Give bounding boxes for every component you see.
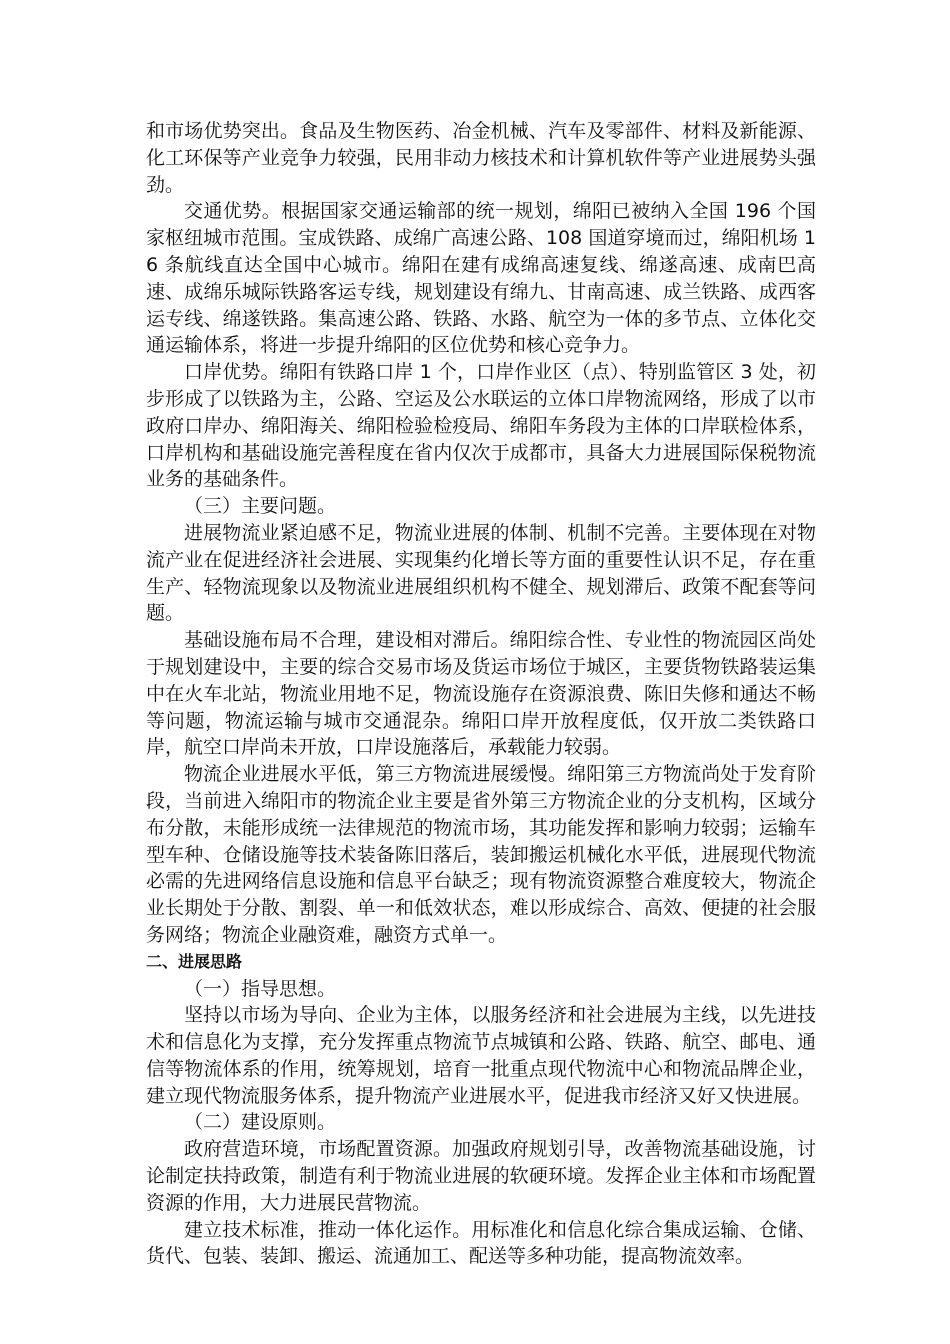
paragraph-problem-infrastructure: 基础设施布局不合理，建设相对滞后。绵阳综合性、专业性的物流园区尚处于规划建设中，主要的综合交易市场及货运市场位于城区，主要货物铁路装运集中在火车北站，物流业用地不足，物流设施存在资源浪费、陈旧失修和通达不畅等问题，物流运输与城市交通混杂。绵阳口岸开放程度低，仅开放二类铁路口岸，航空口岸尚未开放，口岸设施落后，承载能力较弱。 [146, 629, 816, 759]
paragraph-industry-advantage-tail: 和市场优势突出。食品及生物医药、冶金机械、汽车及零部件、材料及新能源、化工环保等产业竞争力较强，民用非动力核技术和计算机软件等产业进展势头强劲。 [146, 120, 816, 196]
paragraph-principle-standards: 建立技术标准，推动一体化运作。用标准化和信息化综合集成运输、仓储、货代、包装、装卸、搬运、流通加工、配送等多种功能，提高物流效率。 [146, 1218, 816, 1268]
paragraph-problem-enterprises: 物流企业进展水平低，第三方物流进展缓慢。绵阳第三方物流尚处于发育阶段，当前进入绵阳市的物流企业主要是省外第三方物流企业的分支机构，区域分布分散，未能形成统一法律规范的物流市场，其功能发挥和影响力较弱；运输车型车种、仓储设施等技术装备陈旧落后，装卸搬运机械化水平低，进展现代物流必需的先进网络信息设施和信息平台缺乏；现有物流资源整合难度较大，物流企业长期处于分散、割裂、单一和低效状态，难以形成综合、高效、便捷的社会服务网络；物流企业融资难，融资方式单一。 [146, 763, 816, 946]
paragraph-principle-government: 政府营造环境，市场配置资源。加强政府规划引导，改善物流基础设施，讨论制定扶持政策，制造有利于物流业进展的软硬环境。发挥企业主体和市场配置资源的作用，大力进展民营物流。 [146, 1138, 816, 1214]
paragraph-problem-institutional: 进展物流业紧迫感不足，物流业进展的体制、机制不完善。主要体现在对物流产业在促进经济社会进展、实现集约化增长等方面的重要性认识不足，存在重生产、轻物流现象以及物流业进展组织机构不健全、规划滞后、政策不配套等问题。 [146, 521, 816, 625]
document-page [146, 118, 816, 1270]
paragraph-transport-advantage: 交通优势。根据国家交通运输部的统一规划，绵阳已被纳入全国 196 个国家枢纽城市范围。宝成铁路、成绵广高速公路、108 国道穿境而过，绵阳机场 16 条航线直达全国中心城市。绵阳在建有成绵高速复线、绵遂高速、成南巴高速、成绵乐城际铁路客运专线，规划建设有绵九、甘南高速、成兰铁路、成西客运专线、绵遂铁路。集高速公路、铁路、水路、航空为一体的多节点、立体化交通运输体系，将进一步提升绵阳的区位优势和核心竞争力。 [146, 200, 816, 357]
subheading-main-problems: （三）主要问题。 [184, 495, 337, 518]
subheading-guiding-ideology: （一）指导思想。 [184, 977, 337, 1000]
paragraph-port-advantage: 口岸优势。绵阳有铁路口岸 1 个，口岸作业区（点）、特别监管区 3 处，初步形成了以铁路为主，公路、空运及公水联运的立体口岸物流网络，形成了以市政府口岸办、绵阳海关、绵阳检验检疫局、绵阳车务段为主体的口岸联检体系，口岸机构和基础设施完善程度在省内仅次于成都市，具备大力进展国际保税物流业务的基础条件。 [146, 361, 816, 491]
subheading-construction-principles: （二）建设原则。 [184, 1111, 337, 1134]
section-heading-development-ideas: 二、进展思路 [146, 951, 243, 971]
paragraph-guiding-ideology: 坚持以市场为导向、企业为主体，以服务经济和社会进展为主线，以先进技术和信息化为支撑，充分发挥重点物流节点城镇和公路、铁路、航空、邮电、通信等物流体系的作用，统筹规划，培育一批重点现代物流中心和物流品牌企业，建立现代物流服务体系，提升物流产业进展水平，促进我市经济又好又快进展。 [146, 1004, 816, 1107]
